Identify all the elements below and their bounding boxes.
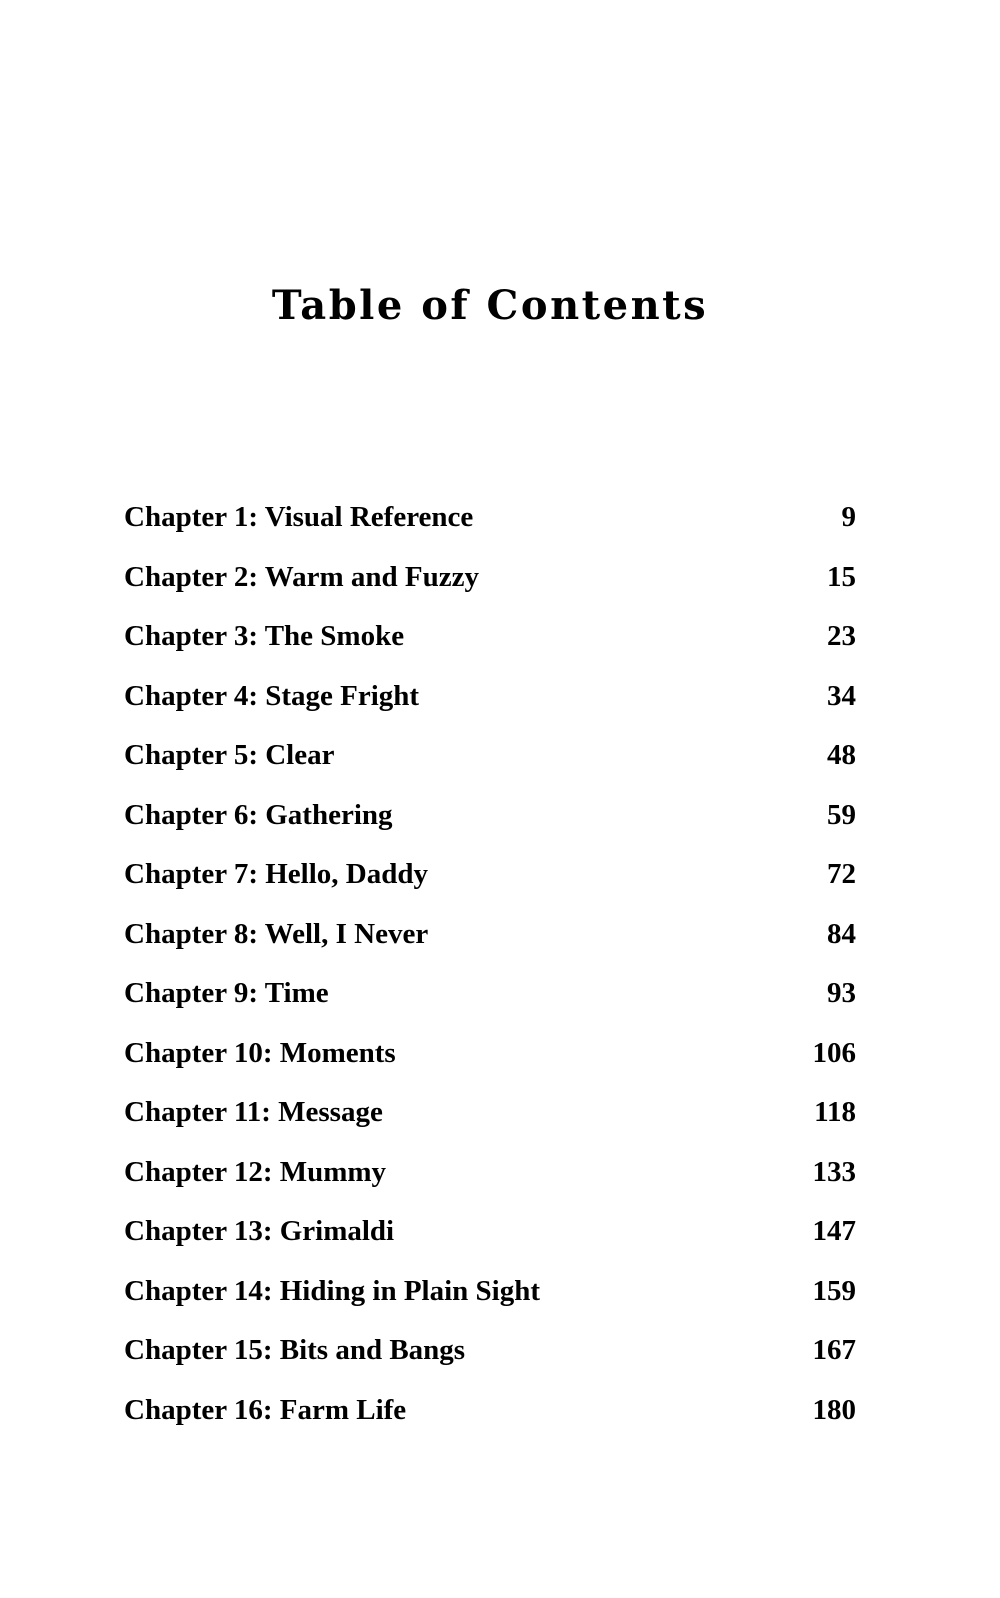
- chapter-title: Chapter 1: Visual Reference: [124, 501, 474, 533]
- chapter-title: Chapter 13: Grimaldi: [124, 1215, 395, 1247]
- toc-entry-chapter-2: [124, 557, 856, 617]
- page-number: 15: [827, 560, 856, 593]
- chapter-title: Chapter 16: Farm Life: [124, 1393, 407, 1426]
- page-number: 159: [812, 1274, 856, 1307]
- page-number: 59: [827, 798, 856, 831]
- page-number: 9: [841, 501, 856, 533]
- toc-entry-chapter-12: [124, 1152, 856, 1212]
- toc-entry-chapter-10: [124, 1033, 856, 1093]
- chapter-title: Chapter 8: Well, I Never: [124, 917, 429, 950]
- chapter-title: Chapter 11: Message: [124, 1096, 383, 1128]
- page-title: Table of Contents: [271, 282, 709, 329]
- page-number: 106: [812, 1036, 856, 1069]
- chapter-title: Chapter 9: Time: [124, 977, 329, 1009]
- toc-entry-chapter-11: [124, 1092, 856, 1152]
- page-number: 93: [827, 977, 856, 1009]
- chapter-title: Chapter 2: Warm and Fuzzy: [124, 560, 479, 593]
- toc-entry-chapter-15: [124, 1330, 856, 1390]
- page-number: 133: [812, 1155, 856, 1188]
- chapter-title: Chapter 5: Clear: [124, 739, 335, 771]
- toc-entry-chapter-16: [124, 1390, 856, 1450]
- page-number: 72: [827, 858, 856, 890]
- toc-entry-chapter-9: [124, 973, 856, 1033]
- toc-entry-chapter-3: [124, 616, 856, 676]
- page-number: 34: [827, 679, 856, 712]
- toc-entry-chapter-14: [124, 1271, 856, 1331]
- chapter-title: Chapter 12: Mummy: [124, 1155, 387, 1188]
- page-number: 118: [814, 1096, 856, 1128]
- table-of-contents: [124, 497, 856, 1449]
- toc-entry-chapter-13: [124, 1211, 856, 1271]
- toc-entry-chapter-7: [124, 854, 856, 914]
- chapter-title: Chapter 14: Hiding in Plain Sight: [124, 1274, 541, 1307]
- toc-entry-chapter-6: [124, 795, 856, 855]
- toc-entry-chapter-1: [124, 497, 856, 557]
- page-number: 48: [827, 739, 856, 771]
- chapter-title: Chapter 10: Moments: [124, 1036, 396, 1069]
- chapter-title: Chapter 15: Bits and Bangs: [124, 1334, 466, 1366]
- toc-entry-chapter-5: [124, 735, 856, 795]
- page-number: 180: [812, 1393, 856, 1426]
- page-number: 84: [827, 917, 856, 950]
- page-number: 147: [812, 1215, 856, 1247]
- page-number: 167: [812, 1334, 856, 1366]
- chapter-title: Chapter 7: Hello, Daddy: [124, 858, 428, 890]
- chapter-title: Chapter 6: Gathering: [124, 798, 393, 831]
- chapter-title: Chapter 4: Stage Fright: [124, 679, 420, 712]
- chapter-title: Chapter 3: The Smoke: [124, 620, 405, 652]
- page-number: 23: [827, 620, 856, 652]
- toc-entry-chapter-8: [124, 914, 856, 974]
- toc-entry-chapter-4: [124, 676, 856, 736]
